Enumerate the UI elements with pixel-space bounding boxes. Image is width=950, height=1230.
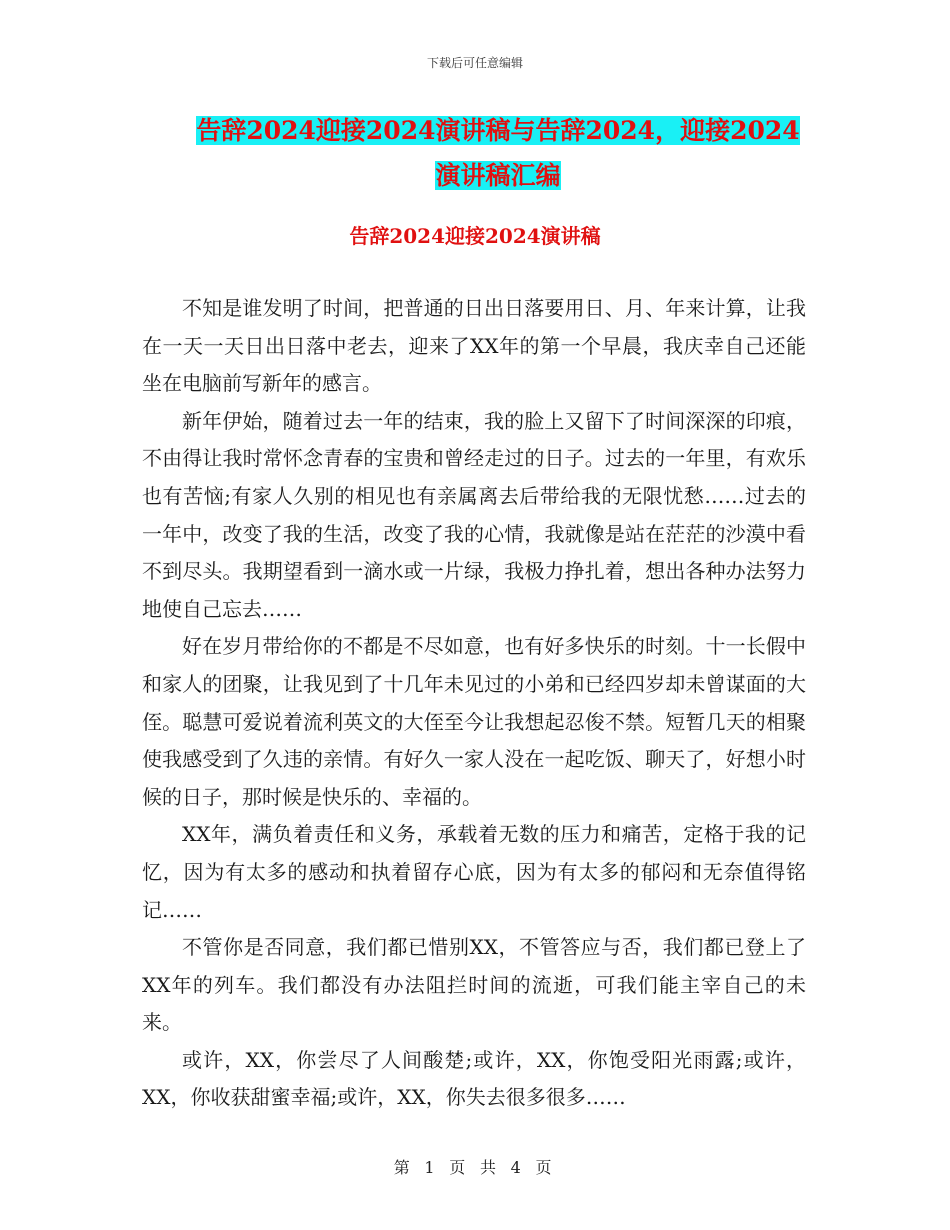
paragraph: 或许，XX，你尝尽了人间酸楚;或许，XX，你饱受阳光雨露;或许，XX，你收获甜蜜幸福;或许，XX，你失去很多很多…… — [142, 1047, 806, 1110]
body-text — [142, 290, 806, 1117]
paragraph: 好在岁月带给你的不都是不尽如意，也有好多快乐的时刻。十一长假中和家人的团聚，让我见到了十几年未见过的小弟和已经四岁却未曾谋面的大侄。聪慧可爱说着流利英文的大侄至今让我想起忍俊不禁。短暂几天的相聚使我感受到了久违的亲情。有好久一家人没在一起吃饭、聊天了，好想小时候的日子，那时候是快乐的、幸福的。 — [142, 634, 806, 809]
paragraph: 新年伊始，随着过去一年的结束，我的脸上又留下了时间深深的印痕，不由得让我时常怀念青春的宝贵和曾经走过的日子。过去的一年里，有欢乐也有苦恼;有家人久别的相见也有亲属离去后带给我的无限忧愁……过去的一年中，改变了我的生活，改变了我的心情，我就像是站在茫茫的沙漠中看不到尽头。我期望看到一滴水或一片绿，我极力挣扎着，想出各种办法努力地使自己忘去…… — [142, 408, 806, 621]
page-indicator: 第 1 页 共 4 页 — [393, 1158, 557, 1177]
document-title-text: 告辞2024迎接2024演讲稿与告辞2024，迎接2024演讲稿汇编 — [196, 116, 800, 190]
paragraph: 不管你是否同意，我们都已惜别XX，不管答应与否，我们都已登上了XX年的列车。我们都没有办法阻拦时间的流逝，可我们能主宰自己的未来。 — [142, 935, 806, 1035]
paragraph: 不知是谁发明了时间，把普通的日出日落要用日、月、年来计算，让我在一天一天日出日落中老去，迎来了XX年的第一个早晨，我庆幸自己还能坐在电脑前写新年的感言。 — [142, 296, 806, 396]
paragraph: XX年，满负着责任和义务，承载着无数的压力和痛苦，定格于我的记忆，因为有太多的感动和执着留存心底，因为有太多的郁闷和无奈值得铭记…… — [142, 822, 806, 922]
section-title: 告辞2024迎接2024演讲稿 — [349, 224, 601, 248]
document-title — [186, 108, 810, 198]
header-note: 下载后可任意编辑 — [426, 56, 523, 70]
